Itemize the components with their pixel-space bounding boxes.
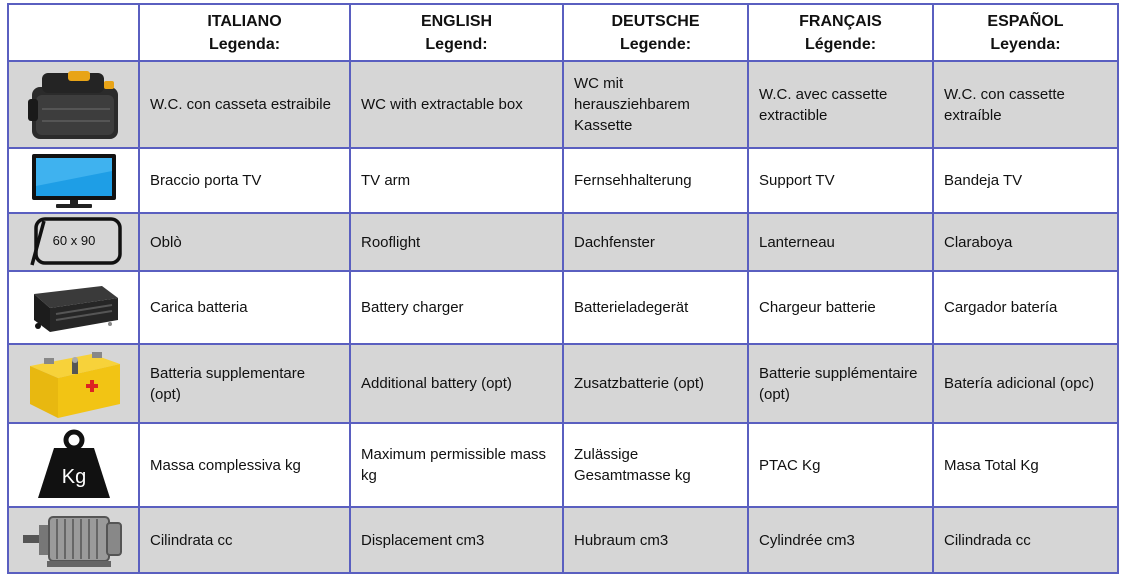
- cell-espanol: Masa Total Kg: [933, 423, 1118, 507]
- cell-francais: Cylindrée cm3: [748, 507, 933, 573]
- rooflight-size-label: 60 x 90: [52, 233, 95, 248]
- icon-cell: [8, 213, 139, 271]
- cell-english: Battery charger: [350, 271, 563, 344]
- table-row: [8, 507, 1118, 573]
- header-language: ESPAÑOL: [987, 12, 1064, 30]
- cell-italiano: W.C. con casseta estraibile: [139, 61, 350, 148]
- car-battery-icon: [22, 346, 126, 422]
- header-italiano: [139, 4, 350, 61]
- table-row: [8, 213, 1118, 271]
- header-icon-column: [8, 4, 139, 61]
- header-row: [8, 4, 1118, 61]
- header-espanol: [933, 4, 1118, 61]
- cell-espanol: Batería adicional (opc): [933, 344, 1118, 423]
- cell-francais: PTAC Kg: [748, 423, 933, 507]
- cell-francais: Chargeur batterie: [748, 271, 933, 344]
- cell-francais: Lanterneau: [748, 213, 933, 271]
- cell-espanol: Claraboya: [933, 213, 1118, 271]
- icon-cell: [8, 148, 139, 213]
- cell-italiano: Cilindrata cc: [139, 507, 350, 573]
- cell-francais: Batterie supplémentaire (opt): [748, 344, 933, 423]
- header-legend: Leyenda:: [990, 35, 1061, 53]
- header-language: DEUTSCHE: [611, 12, 700, 30]
- header-language: ITALIANO: [207, 12, 282, 30]
- header-language: FRANÇAIS: [799, 12, 882, 30]
- rooflight-icon: [22, 215, 126, 269]
- battery-charger-icon: [22, 276, 126, 340]
- header-english: [350, 4, 563, 61]
- cell-italiano: Batteria supplementare (opt): [139, 344, 350, 423]
- cell-english: Rooflight: [350, 213, 563, 271]
- cell-deutsche: Batterieladegerät: [563, 271, 748, 344]
- toilet-cassette-icon: [22, 65, 126, 145]
- weight-kg-label: Kg: [61, 466, 86, 488]
- header-language: ENGLISH: [420, 12, 493, 30]
- engine-motor-icon: [19, 509, 129, 571]
- cell-espanol: Cilindrada cc: [933, 507, 1118, 573]
- cell-francais: W.C. avec cassette extractible: [748, 61, 933, 148]
- cell-espanol: Cargador batería: [933, 271, 1118, 344]
- cell-english: Additional battery (opt): [350, 344, 563, 423]
- cell-english: Displacement cm3: [350, 507, 563, 573]
- icon-cell: [8, 507, 139, 573]
- icon-cell: [8, 344, 139, 423]
- cell-francais: Support TV: [748, 148, 933, 213]
- cell-italiano: Braccio porta TV: [139, 148, 350, 213]
- table-row: [8, 344, 1118, 423]
- cell-deutsche: Hubraum cm3: [563, 507, 748, 573]
- cell-english: WC with extractable box: [350, 61, 563, 148]
- header-legend: Légende:: [804, 35, 877, 53]
- cell-deutsche: Fernsehhalterung: [563, 148, 748, 213]
- legend-table: [7, 3, 1119, 574]
- cell-espanol: W.C. con cassette extraíble: [933, 61, 1118, 148]
- cell-deutsche: WC mit herausziehbarem Kassette: [563, 61, 748, 148]
- weight-kg-icon: [34, 428, 114, 502]
- icon-cell: [8, 271, 139, 344]
- header-legend: Legende:: [619, 35, 692, 53]
- cell-english: TV arm: [350, 148, 563, 213]
- cell-italiano: Carica batteria: [139, 271, 350, 344]
- icon-cell: [8, 423, 139, 507]
- table-row: [8, 61, 1118, 148]
- header-francais: [748, 4, 933, 61]
- cell-espanol: Bandeja TV: [933, 148, 1118, 213]
- cell-deutsche: Zulässige Gesamtmasse kg: [563, 423, 748, 507]
- table-row: [8, 271, 1118, 344]
- cell-italiano: Oblò: [139, 213, 350, 271]
- cell-deutsche: Dachfenster: [563, 213, 748, 271]
- table-row: [8, 148, 1118, 213]
- tv-monitor-icon: [26, 151, 122, 211]
- cell-english: Maximum permissible mass kg: [350, 423, 563, 507]
- icon-cell: [8, 61, 139, 148]
- table-row: [8, 423, 1118, 507]
- cell-italiano: Massa complessiva kg: [139, 423, 350, 507]
- cell-deutsche: Zusatzbatterie (opt): [563, 344, 748, 423]
- header-legend: Legenda:: [208, 35, 281, 53]
- header-deutsche: [563, 4, 748, 61]
- header-legend: Legend:: [425, 35, 488, 53]
